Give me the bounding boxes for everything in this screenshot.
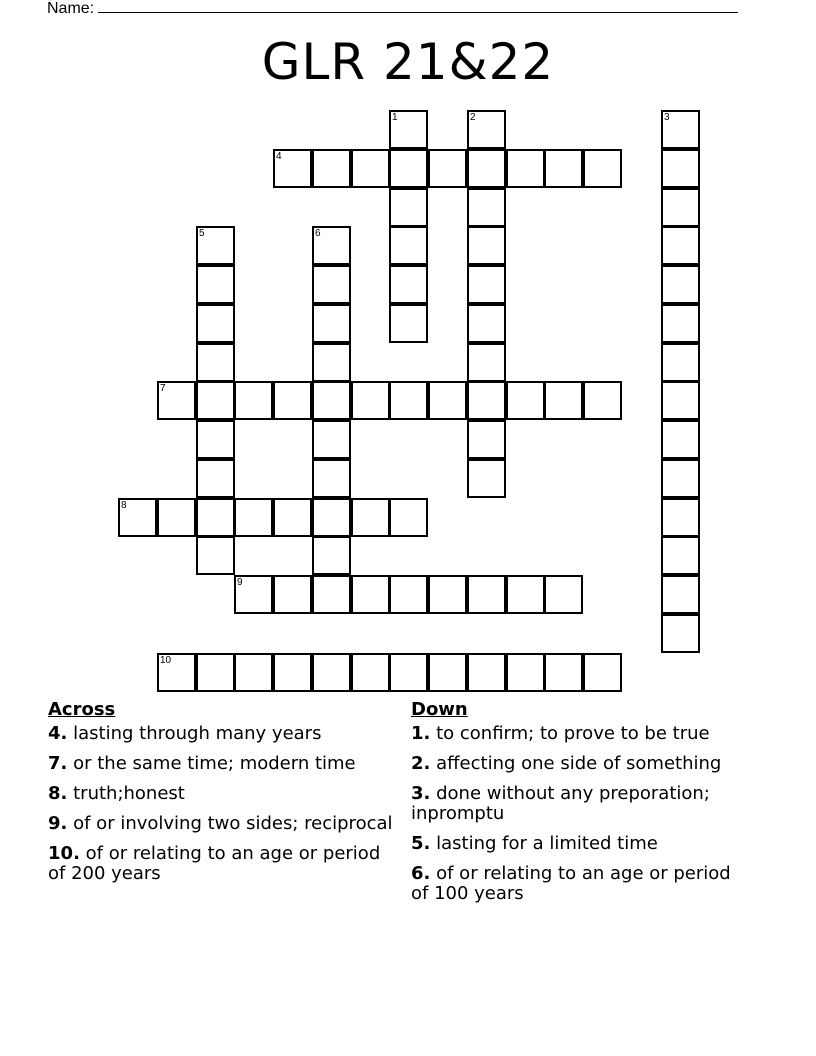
grid-cell[interactable]	[196, 498, 235, 537]
clue-number: 2	[411, 753, 424, 774]
clue-across-7: 7. or the same time; modern time	[48, 753, 356, 774]
grid-cell[interactable]	[389, 653, 428, 692]
grid-cell[interactable]	[273, 575, 312, 614]
grid-cell[interactable]	[273, 149, 312, 188]
clue-across-10: 10. of or relating to an age or period of 200 years	[48, 843, 381, 884]
grid-cell[interactable]	[351, 381, 390, 420]
grid-cell[interactable]	[428, 149, 467, 188]
clue-down-5: 5. lasting for a limited time	[411, 833, 658, 854]
grid-cell[interactable]	[467, 381, 506, 420]
grid-cell[interactable]	[544, 653, 583, 692]
clue-down-1: 1. to confirm; to prove to be true	[411, 723, 710, 744]
cell-number: 3	[664, 112, 670, 123]
grid-cell[interactable]	[661, 149, 700, 188]
grid-cell[interactable]	[661, 343, 700, 382]
grid-cell[interactable]	[234, 653, 273, 692]
grid-cell[interactable]	[544, 575, 583, 614]
clue-number: 6	[411, 863, 424, 884]
grid-cell[interactable]	[273, 381, 312, 420]
grid-cell[interactable]	[234, 498, 273, 537]
grid-cell[interactable]	[467, 653, 506, 692]
clue-number: 9	[48, 813, 61, 834]
grid-cell[interactable]	[312, 459, 351, 498]
clue-down-3: 3. done without any preporation; inpromptu	[411, 783, 710, 824]
grid-cell[interactable]	[389, 575, 428, 614]
grid-cell[interactable]	[196, 265, 235, 304]
grid-cell[interactable]	[428, 653, 467, 692]
grid-cell[interactable]	[312, 265, 351, 304]
cell-number: 8	[121, 500, 127, 511]
clue-down-6: 6. of or relating to an age or period of 100 years	[411, 863, 731, 904]
grid-cell[interactable]	[312, 149, 351, 188]
clue-text: of or relating to an age or period of 100 years	[411, 863, 731, 904]
grid-cell[interactable]	[389, 226, 428, 265]
name-field[interactable]	[47, 0, 738, 19]
grid-cell[interactable]	[312, 536, 351, 575]
grid-cell[interactable]	[661, 226, 700, 265]
grid-cell[interactable]	[196, 536, 235, 575]
grid-cell[interactable]	[506, 149, 545, 188]
grid-cell[interactable]	[661, 188, 700, 227]
grid-cell[interactable]	[389, 381, 428, 420]
grid-cell[interactable]	[661, 459, 700, 498]
grid-cell[interactable]	[389, 110, 428, 149]
grid-cell[interactable]	[312, 653, 351, 692]
grid-cell[interactable]	[196, 343, 235, 382]
grid-cell[interactable]	[157, 653, 196, 692]
grid-cell[interactable]	[389, 149, 428, 188]
cell-number: 2	[470, 112, 476, 123]
cell-number: 7	[160, 383, 166, 394]
grid-cell[interactable]	[467, 304, 506, 343]
grid-cell[interactable]	[312, 381, 351, 420]
grid-cell[interactable]	[157, 498, 196, 537]
grid-cell[interactable]	[661, 304, 700, 343]
grid-cell[interactable]	[312, 498, 351, 537]
clue-text: of or relating to an age or period of 200 years	[48, 843, 381, 884]
clue-number: 8	[48, 783, 61, 804]
grid-cell[interactable]	[583, 653, 622, 692]
grid-cell[interactable]	[583, 149, 622, 188]
grid-cell[interactable]	[467, 459, 506, 498]
clue-text: done without any preporation; inpromptu	[411, 783, 710, 824]
grid-cell[interactable]	[196, 653, 235, 692]
grid-cell[interactable]	[661, 498, 700, 537]
grid-cell[interactable]	[506, 381, 545, 420]
grid-cell[interactable]	[428, 575, 467, 614]
grid-cell[interactable]	[389, 265, 428, 304]
grid-cell[interactable]	[312, 343, 351, 382]
grid-cell[interactable]	[351, 498, 390, 537]
clue-text: affecting one side of something	[436, 753, 722, 774]
grid-cell[interactable]	[428, 381, 467, 420]
clue-number: 3	[411, 783, 424, 804]
across-clues	[48, 700, 393, 894]
clue-number: 10	[48, 843, 74, 864]
grid-cell[interactable]	[467, 265, 506, 304]
grid-cell[interactable]	[234, 381, 273, 420]
cell-number: 6	[315, 228, 321, 239]
down-clues	[411, 700, 751, 914]
grid-cell[interactable]	[234, 575, 273, 614]
grid-cell[interactable]	[389, 498, 428, 537]
page-title: GLR 21&22	[261, 33, 555, 91]
cell-number: 10	[160, 655, 172, 666]
grid-cell[interactable]	[196, 420, 235, 459]
cell-number: 4	[276, 151, 282, 162]
grid-cell[interactable]	[467, 226, 506, 265]
clue-across-9: 9. of or involving two sides; reciprocal	[48, 813, 393, 834]
grid-cell[interactable]	[467, 149, 506, 188]
grid-cell[interactable]	[467, 343, 506, 382]
grid-cell[interactable]	[661, 381, 700, 420]
grid-cell[interactable]	[661, 110, 700, 149]
clue-text: truth;honest	[73, 783, 185, 804]
across-heading: Across	[48, 699, 116, 720]
grid-cell[interactable]	[273, 498, 312, 537]
grid-cell[interactable]	[661, 420, 700, 459]
grid-cell[interactable]	[544, 149, 583, 188]
grid-cell[interactable]	[196, 381, 235, 420]
grid-cell[interactable]	[506, 575, 545, 614]
grid-cell[interactable]	[351, 575, 390, 614]
grid-cell[interactable]	[312, 575, 351, 614]
grid-cell[interactable]	[351, 149, 390, 188]
down-heading: Down	[411, 699, 468, 720]
clue-number: 5	[411, 833, 424, 854]
grid-cell[interactable]	[661, 614, 700, 653]
grid-cell[interactable]	[467, 575, 506, 614]
grid-cell[interactable]	[389, 304, 428, 343]
grid-cell[interactable]	[467, 110, 506, 149]
clue-number: 4	[48, 723, 61, 744]
cell-number: 9	[237, 577, 243, 588]
grid-cell[interactable]	[196, 226, 235, 265]
clue-across-8: 8. truth;honest	[48, 783, 185, 804]
grid-cell[interactable]	[196, 304, 235, 343]
grid-cell[interactable]	[196, 459, 235, 498]
clue-text: or the same time; modern time	[73, 753, 356, 774]
clue-number: 1	[411, 723, 424, 744]
clue-text: of or involving two sides; reciprocal	[73, 813, 393, 834]
grid-cell[interactable]	[157, 381, 196, 420]
grid-cell[interactable]	[661, 575, 700, 614]
clue-text: lasting through many years	[73, 723, 322, 744]
cell-number: 5	[199, 228, 205, 239]
grid-cell[interactable]	[661, 536, 700, 575]
cell-number: 1	[392, 112, 398, 123]
grid-cell[interactable]	[661, 265, 700, 304]
grid-cell[interactable]	[312, 226, 351, 265]
grid-cell[interactable]	[544, 381, 583, 420]
clue-down-2: 2. affecting one side of something	[411, 753, 722, 774]
name-underline[interactable]	[98, 0, 738, 13]
name-label: Name:	[47, 0, 95, 17]
clue-across-4: 4. lasting through many years	[48, 723, 322, 744]
clue-text: lasting for a limited time	[436, 833, 658, 854]
grid-cell[interactable]	[273, 653, 312, 692]
grid-cell[interactable]	[118, 498, 157, 537]
grid-cell[interactable]	[312, 420, 351, 459]
grid-cell[interactable]	[467, 420, 506, 459]
grid-cell[interactable]	[312, 304, 351, 343]
grid-cell[interactable]	[389, 188, 428, 227]
grid-cell[interactable]	[583, 381, 622, 420]
grid-cell[interactable]	[506, 653, 545, 692]
grid-cell[interactable]	[467, 188, 506, 227]
grid-cell[interactable]	[351, 653, 390, 692]
clue-number: 7	[48, 753, 61, 774]
clue-text: to confirm; to prove to be true	[436, 723, 710, 744]
